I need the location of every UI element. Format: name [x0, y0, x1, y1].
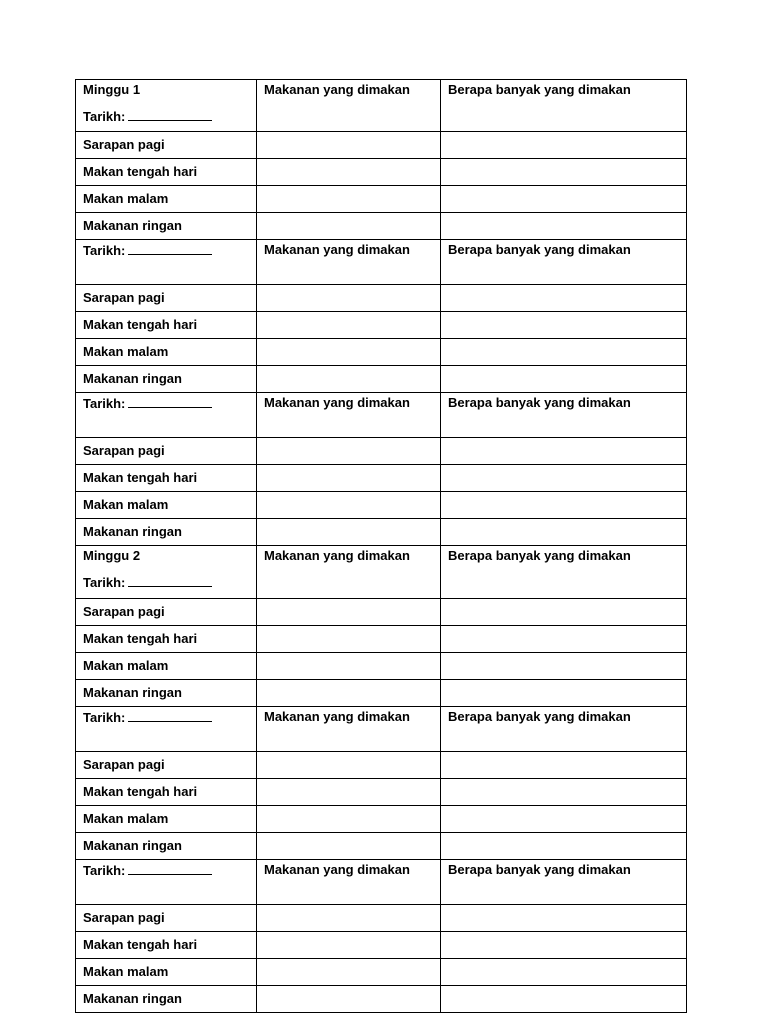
amount-eaten-cell[interactable]: [441, 366, 687, 393]
day-header-row: [76, 860, 687, 905]
food-eaten-cell[interactable]: [257, 519, 441, 546]
food-eaten-cell[interactable]: [257, 285, 441, 312]
week-label: Minggu 1: [83, 82, 141, 97]
meal-row: [76, 806, 687, 833]
meal-row: [76, 438, 687, 465]
meal-row: [76, 986, 687, 1013]
amount-eaten-cell[interactable]: [441, 959, 687, 986]
amount-eaten-cell[interactable]: [441, 186, 687, 213]
amount-eaten-cell[interactable]: [441, 132, 687, 159]
meal-row: [76, 599, 687, 626]
amount-eaten-cell[interactable]: [441, 653, 687, 680]
food-eaten-cell[interactable]: [257, 680, 441, 707]
amount-eaten-cell[interactable]: [441, 159, 687, 186]
amount-eaten-cell[interactable]: [441, 905, 687, 932]
date-line: [83, 394, 249, 413]
food-eaten-cell[interactable]: [257, 626, 441, 653]
food-eaten-cell[interactable]: [257, 752, 441, 779]
meal-label: Sarapan pagi: [76, 599, 257, 626]
day-header-cell: [76, 707, 257, 752]
col-header-food: Makanan yang dimakan: [257, 707, 441, 752]
day-header-cell: [76, 546, 257, 599]
col-header-amount: Berapa banyak yang dimakan: [441, 707, 687, 752]
meal-label: Sarapan pagi: [76, 438, 257, 465]
meal-row: [76, 519, 687, 546]
meal-row: [76, 312, 687, 339]
col-header-amount: Berapa banyak yang dimakan: [441, 80, 687, 132]
food-eaten-cell[interactable]: [257, 959, 441, 986]
amount-eaten-cell[interactable]: [441, 312, 687, 339]
amount-eaten-cell[interactable]: [441, 626, 687, 653]
amount-eaten-cell[interactable]: [441, 752, 687, 779]
meal-label: Sarapan pagi: [76, 752, 257, 779]
day-header-row: [76, 707, 687, 752]
food-eaten-cell[interactable]: [257, 366, 441, 393]
meal-label: Makanan ringan: [76, 986, 257, 1013]
meal-row: [76, 465, 687, 492]
col-header-food: Makanan yang dimakan: [257, 860, 441, 905]
food-eaten-cell[interactable]: [257, 492, 441, 519]
meal-label: Makan tengah hari: [76, 932, 257, 959]
amount-eaten-cell[interactable]: [441, 519, 687, 546]
day-header-row: [76, 393, 687, 438]
meal-label: Makan malam: [76, 653, 257, 680]
meal-label: Makan malam: [76, 959, 257, 986]
meal-row: [76, 905, 687, 932]
day-header-cell: [76, 80, 257, 132]
meal-row: [76, 213, 687, 240]
date-blank-field[interactable]: [128, 708, 212, 722]
date-label: Tarikh:: [83, 109, 126, 124]
food-eaten-cell[interactable]: [257, 932, 441, 959]
amount-eaten-cell[interactable]: [441, 680, 687, 707]
meal-label: Makan malam: [76, 492, 257, 519]
day-header-cell: [76, 860, 257, 905]
col-header-amount: Berapa banyak yang dimakan: [441, 240, 687, 285]
amount-eaten-cell[interactable]: [441, 806, 687, 833]
date-label: Tarikh:: [83, 863, 126, 878]
date-line: [83, 861, 249, 880]
meal-row: [76, 339, 687, 366]
col-header-food: Makanan yang dimakan: [257, 240, 441, 285]
col-header-amount: Berapa banyak yang dimakan: [441, 393, 687, 438]
food-eaten-cell[interactable]: [257, 339, 441, 366]
food-eaten-cell[interactable]: [257, 186, 441, 213]
food-eaten-cell[interactable]: [257, 465, 441, 492]
amount-eaten-cell[interactable]: [441, 986, 687, 1013]
meal-row: [76, 159, 687, 186]
meal-row: [76, 186, 687, 213]
date-label: Tarikh:: [83, 396, 126, 411]
date-label: Tarikh:: [83, 575, 126, 590]
date-line: [83, 107, 249, 126]
amount-eaten-cell[interactable]: [441, 492, 687, 519]
meal-label: Makan tengah hari: [76, 779, 257, 806]
meal-label: Makan tengah hari: [76, 159, 257, 186]
meal-label: Makan malam: [76, 186, 257, 213]
meal-row: [76, 653, 687, 680]
meal-label: Makanan ringan: [76, 366, 257, 393]
day-header-cell: [76, 393, 257, 438]
food-eaten-cell[interactable]: [257, 806, 441, 833]
meal-label: Makan tengah hari: [76, 312, 257, 339]
food-eaten-cell[interactable]: [257, 833, 441, 860]
food-eaten-cell[interactable]: [257, 599, 441, 626]
meal-row: [76, 932, 687, 959]
food-eaten-cell[interactable]: [257, 653, 441, 680]
day-header-cell: [76, 240, 257, 285]
date-label: Tarikh:: [83, 243, 126, 258]
meal-label: Makan tengah hari: [76, 465, 257, 492]
day-header-row: [76, 546, 687, 599]
meal-label: Sarapan pagi: [76, 132, 257, 159]
day-header-row: [76, 80, 687, 132]
date-blank-field[interactable]: [128, 394, 212, 408]
col-header-amount: Berapa banyak yang dimakan: [441, 546, 687, 599]
meal-label: Makanan ringan: [76, 833, 257, 860]
amount-eaten-cell[interactable]: [441, 833, 687, 860]
amount-eaten-cell[interactable]: [441, 438, 687, 465]
col-header-food: Makanan yang dimakan: [257, 393, 441, 438]
food-eaten-cell[interactable]: [257, 132, 441, 159]
date-line: [83, 708, 249, 727]
food-eaten-cell[interactable]: [257, 905, 441, 932]
meal-label: Makan tengah hari: [76, 626, 257, 653]
date-blank-field[interactable]: [128, 241, 212, 255]
meal-row: [76, 492, 687, 519]
food-diary-table: [75, 79, 687, 1013]
meal-row: [76, 752, 687, 779]
day-header-row: [76, 240, 687, 285]
meal-label: Makanan ringan: [76, 213, 257, 240]
date-line: [83, 241, 249, 260]
meal-row: [76, 959, 687, 986]
food-eaten-cell[interactable]: [257, 159, 441, 186]
meal-label: Makan malam: [76, 339, 257, 366]
date-blank-field[interactable]: [128, 107, 212, 121]
meal-row: [76, 779, 687, 806]
food-eaten-cell[interactable]: [257, 213, 441, 240]
amount-eaten-cell[interactable]: [441, 339, 687, 366]
amount-eaten-cell[interactable]: [441, 213, 687, 240]
amount-eaten-cell[interactable]: [441, 932, 687, 959]
meal-row: [76, 833, 687, 860]
col-header-amount: Berapa banyak yang dimakan: [441, 860, 687, 905]
meal-label: Makanan ringan: [76, 680, 257, 707]
meal-row: [76, 626, 687, 653]
date-blank-field[interactable]: [128, 573, 212, 587]
meal-row: [76, 132, 687, 159]
meal-label: Makan malam: [76, 806, 257, 833]
meal-row: [76, 366, 687, 393]
meal-label: Makanan ringan: [76, 519, 257, 546]
date-blank-field[interactable]: [128, 861, 212, 875]
food-eaten-cell[interactable]: [257, 986, 441, 1013]
food-eaten-cell[interactable]: [257, 438, 441, 465]
amount-eaten-cell[interactable]: [441, 285, 687, 312]
meal-row: [76, 285, 687, 312]
col-header-food: Makanan yang dimakan: [257, 80, 441, 132]
meal-label: Sarapan pagi: [76, 905, 257, 932]
amount-eaten-cell[interactable]: [441, 599, 687, 626]
amount-eaten-cell[interactable]: [441, 779, 687, 806]
food-eaten-cell[interactable]: [257, 779, 441, 806]
date-line: [83, 573, 249, 592]
week-label: Minggu 2: [83, 548, 141, 563]
date-label: Tarikh:: [83, 710, 126, 725]
food-eaten-cell[interactable]: [257, 312, 441, 339]
meal-row: [76, 680, 687, 707]
amount-eaten-cell[interactable]: [441, 465, 687, 492]
meal-label: Sarapan pagi: [76, 285, 257, 312]
col-header-food: Makanan yang dimakan: [257, 546, 441, 599]
